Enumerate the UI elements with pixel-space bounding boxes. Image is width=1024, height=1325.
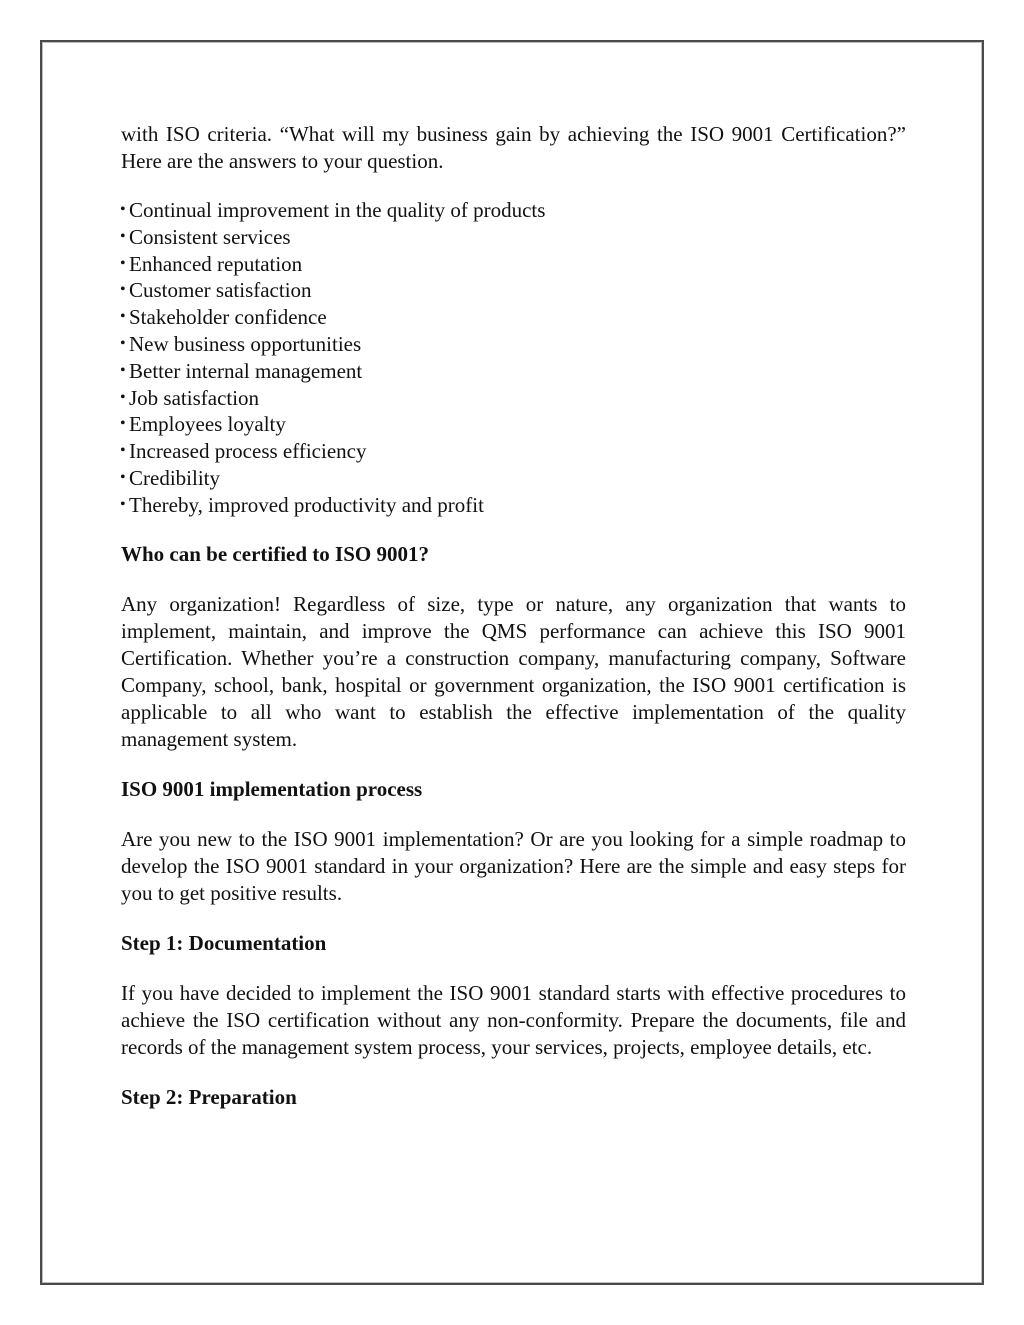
document-content (121, 121, 906, 1134)
list-item: • Continual improvement in the quality of products (121, 197, 906, 224)
implementation-process-heading: ISO 9001 implementation process (121, 776, 423, 801)
list-item: • Credibility (121, 465, 906, 492)
list-item: • Increased process efficiency (121, 438, 906, 465)
list-item: • Consistent services (121, 224, 906, 251)
list-item: • New business opportunities (121, 331, 906, 358)
list-item: • Thereby, improved productivity and profit (121, 492, 906, 519)
list-item: • Customer satisfaction (121, 277, 906, 304)
list-item: • Employees loyalty (121, 411, 906, 438)
list-item: • Enhanced reputation (121, 251, 906, 278)
step1-paragraph: If you have decided to implement the ISO 9001 standard starts with effective procedures to achieve the ISO certification without any non-conformity. Prepare the documents, file and records of the management system process, your services, projects, employee details, etc. (121, 980, 906, 1059)
who-certified-paragraph: Any organization! Regardless of size, type or nature, any organization that wants to implement, maintain, and improve the QMS performance can achieve this ISO 9001 Certification. Whether you’re a construction company, manufacturing company, Software Company, school, bank, hospital or government organization, the ISO 9001 certification is applicable to all who want to establish the effective implementation of the quality management system. (121, 591, 906, 751)
list-item: • Job satisfaction (121, 385, 906, 412)
step2-heading: Step 2: Preparation (121, 1084, 297, 1109)
list-item: • Better internal management (121, 358, 906, 385)
benefits-list (121, 197, 906, 519)
list-item: • Stakeholder confidence (121, 304, 906, 331)
intro-paragraph: with ISO criteria. “What will my business gain by achieving the ISO 9001 Certification?” Here are the answers to your question. (121, 122, 906, 173)
step1-heading: Step 1: Documentation (121, 930, 327, 955)
implementation-process-paragraph: Are you new to the ISO 9001 implementation? Or are you looking for a simple roadmap to develop the ISO 9001 standard in your organization? Here are the simple and easy steps for you to get positive results. (121, 826, 906, 905)
who-certified-heading: Who can be certified to ISO 9001? (121, 541, 429, 566)
